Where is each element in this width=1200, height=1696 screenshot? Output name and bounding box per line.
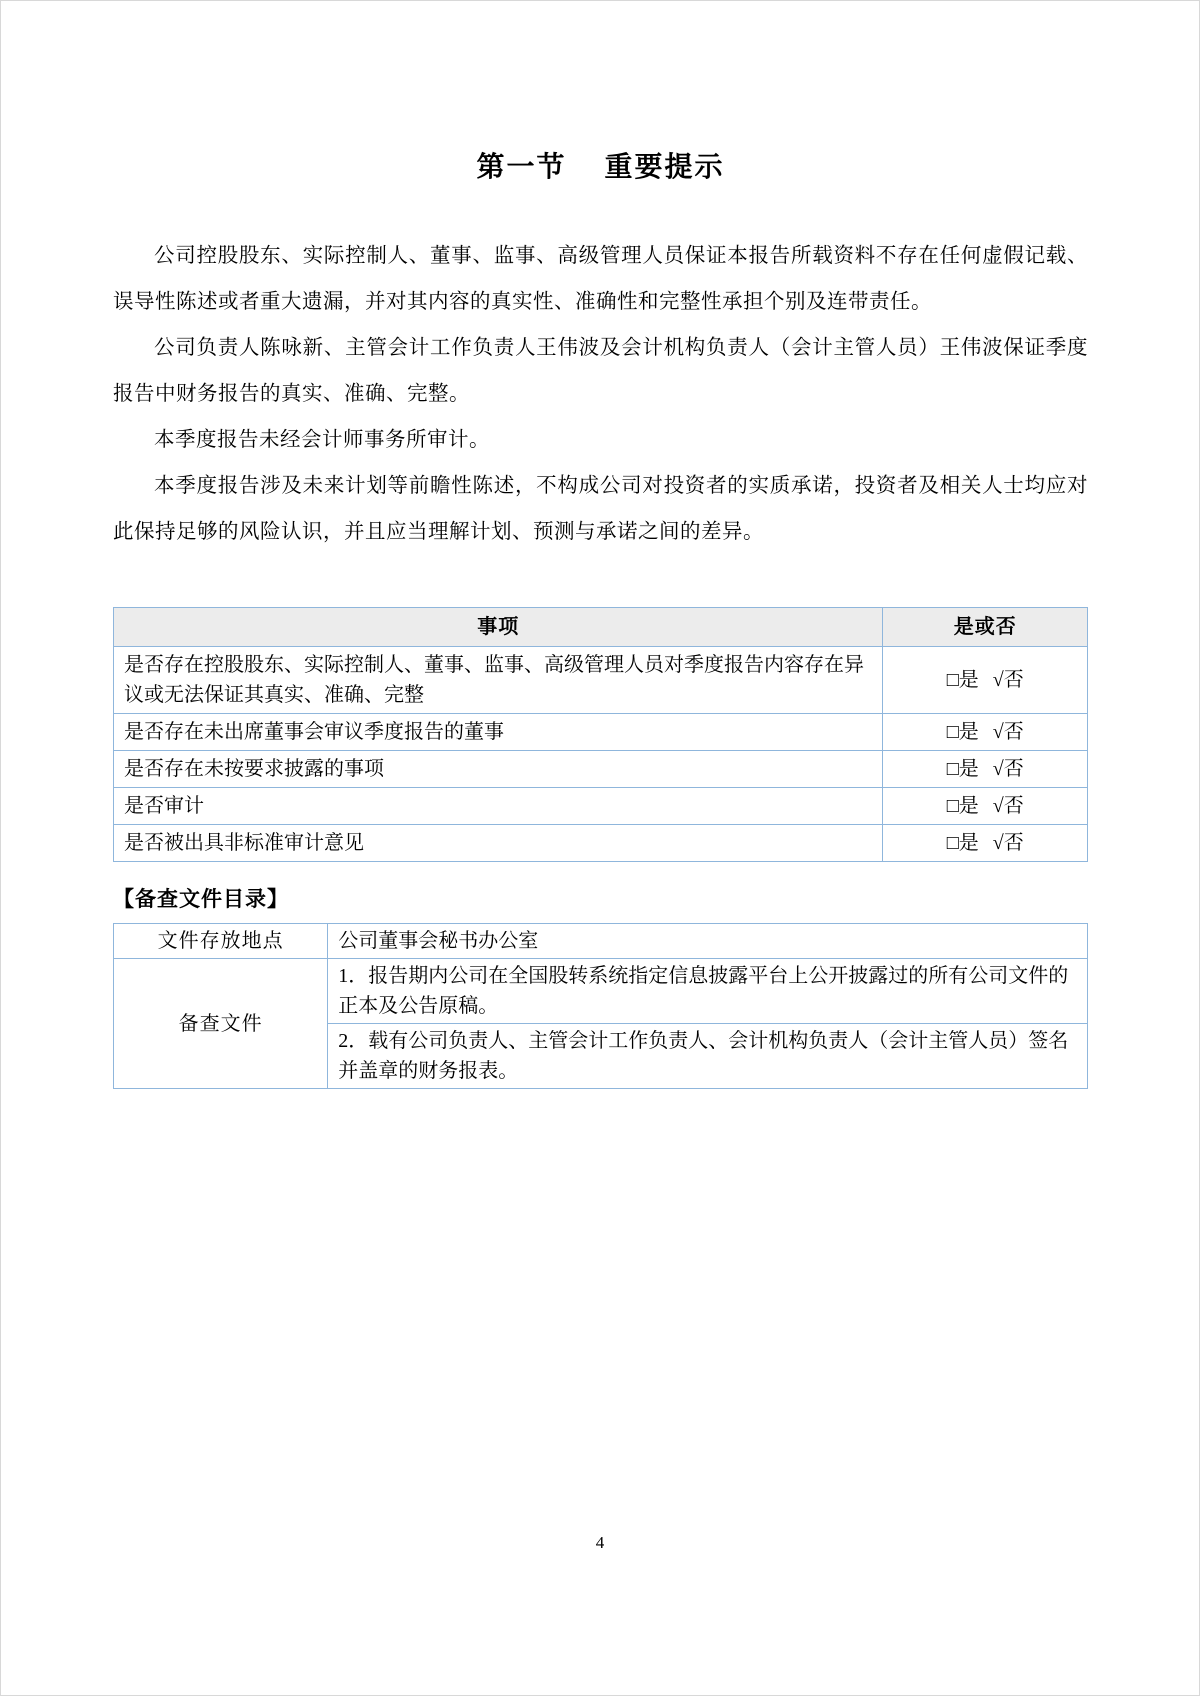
paragraph-guarantee: 公司控股股东、实际控制人、董事、监事、高级管理人员保证本报告所载资料不存在任何虚假记载、误导性陈述或者重大遗漏，并对其内容的真实性、准确性和完整性承担个别及连带责任。 [113,245,1088,313]
page-content [113,1,1088,1089]
matter-item: 是否审计 [114,788,883,825]
documents-file-item: 2．载有公司负责人、主管会计工作负责人、会计机构负责人（会计主管人员）签名并盖章的财务报表。 [328,1024,1088,1089]
matter-answer [883,751,1088,788]
checkbox-yes: □是 [946,721,979,743]
documents-location-label: 文件存放地点 [114,924,328,959]
table-row [114,751,1088,788]
intro-paragraphs [113,233,1088,555]
matters-table-header-row [114,608,1088,647]
checkmark-no: √否 [992,832,1024,854]
matter-answer [883,647,1088,714]
matter-item: 是否存在控股股东、实际控制人、董事、监事、高级管理人员对季度报告内容存在异议或无法保证其真实、准确、完整 [114,647,883,714]
documents-files-label: 备查文件 [114,959,328,1089]
page-title-text: 重要提示 [604,151,725,182]
page-title [113,149,1088,185]
table-row [114,825,1088,862]
matter-answer [883,825,1088,862]
checkbox-yes: □是 [946,669,979,691]
matters-table [113,607,1088,862]
matter-answer [883,714,1088,751]
checkmark-no: √否 [992,721,1024,743]
table-row [114,959,1088,1024]
table-row [114,714,1088,751]
documents-table [113,923,1088,1089]
matters-table-header-answer: 是或否 [883,608,1088,647]
page-number: 4 [595,1533,605,1552]
table-row [114,924,1088,959]
checkmark-no: √否 [992,669,1024,691]
matter-answer [883,788,1088,825]
paragraph-responsible-persons: 公司负责人陈咏新、主管会计工作负责人王伟波及会计机构负责人（会计主管人员）王伟波保证季度报告中财务报告的真实、准确、完整。 [113,337,1088,405]
checkmark-no: √否 [992,758,1024,780]
matter-item: 是否存在未按要求披露的事项 [114,751,883,788]
matters-table-header-item: 事项 [114,608,883,647]
checkmark-no: √否 [992,795,1024,817]
paragraph-unaudited: 本季度报告未经会计师事务所审计。 [154,429,490,451]
checkbox-yes: □是 [946,758,979,780]
checkbox-yes: □是 [946,832,979,854]
matter-item: 是否存在未出席董事会审议季度报告的董事 [114,714,883,751]
checkbox-yes: □是 [946,795,979,817]
documents-file-item: 1．报告期内公司在全国股转系统指定信息披露平台上公开披露过的所有公司文件的正本及公告原稿。 [328,959,1088,1024]
documents-section-heading: 【备查文件目录】 [113,888,289,911]
page-title-section: 第一节 [476,151,567,182]
table-row [114,647,1088,714]
paragraph-forward-looking: 本季度报告涉及未来计划等前瞻性陈述，不构成公司对投资者的实质承诺，投资者及相关人士均应对此保持足够的风险认识，并且应当理解计划、预测与承诺之间的差异。 [113,475,1088,543]
documents-location-value: 公司董事会秘书办公室 [328,924,1088,959]
table-row [114,788,1088,825]
matter-item: 是否被出具非标准审计意见 [114,825,883,862]
